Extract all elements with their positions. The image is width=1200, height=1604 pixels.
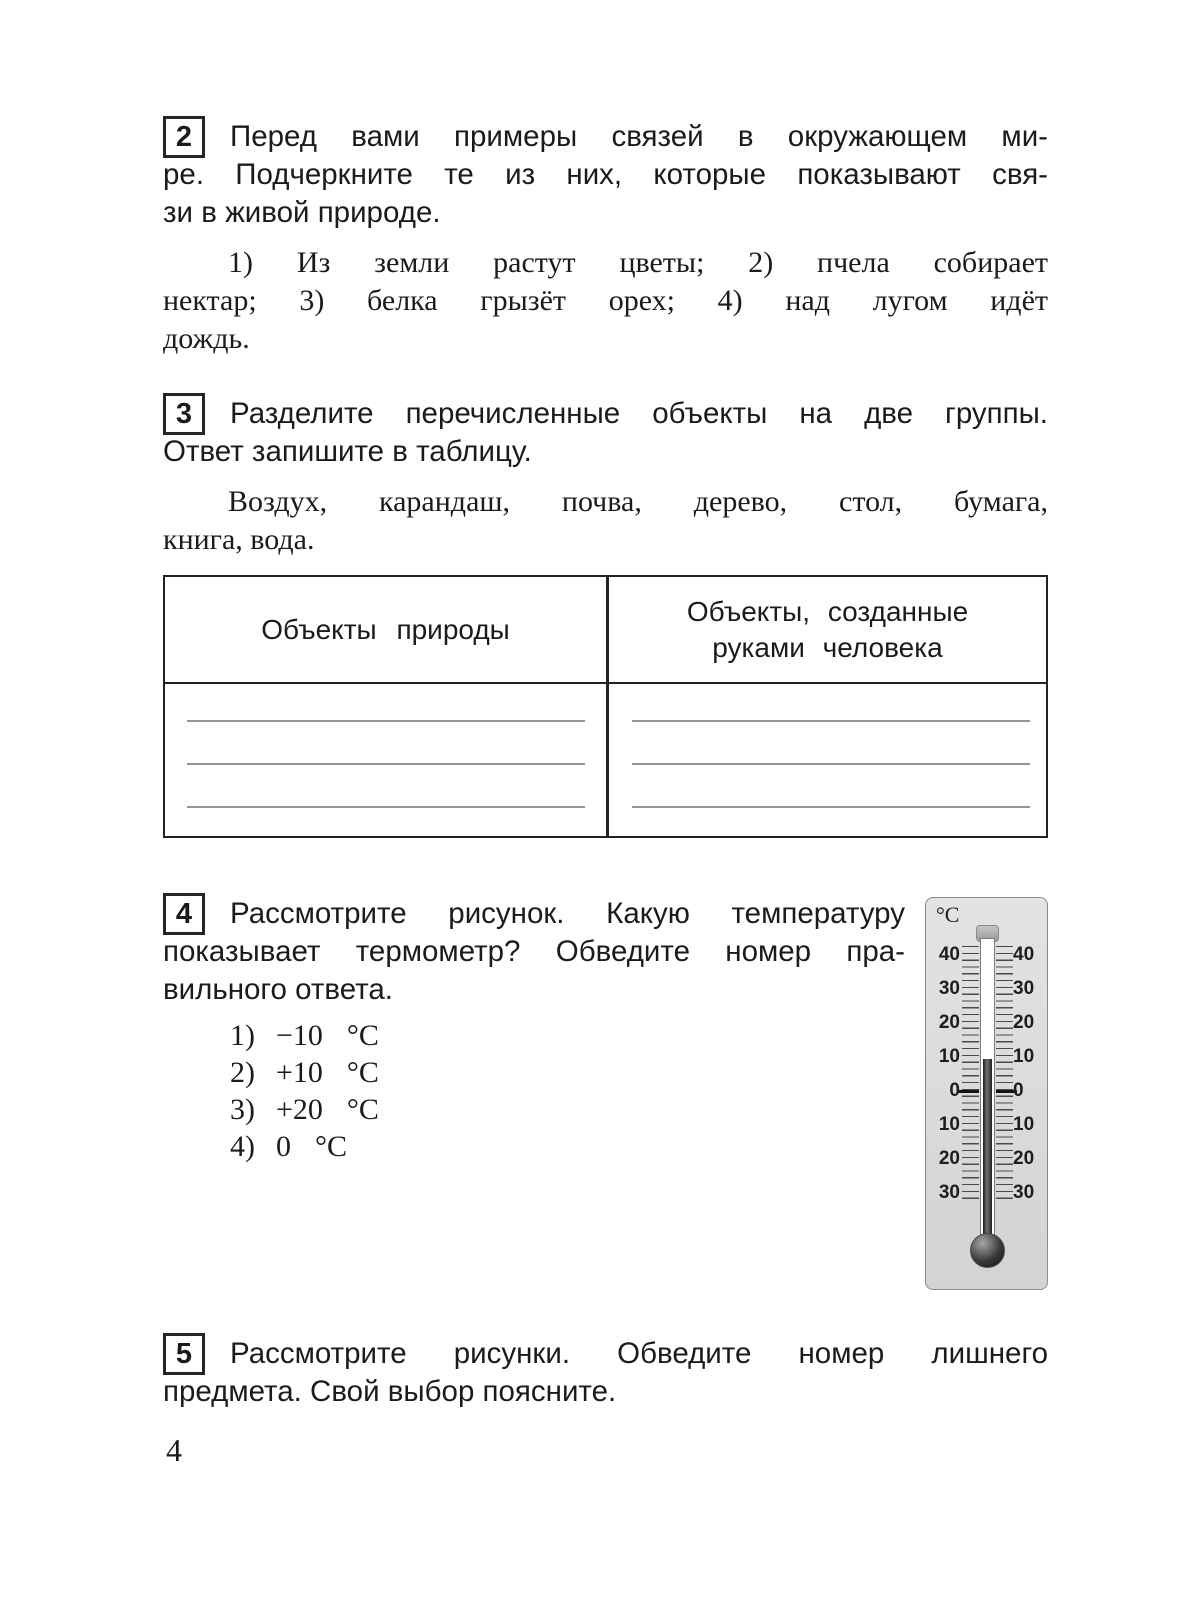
thermometer-figure — [925, 897, 1048, 1290]
task-4-options — [163, 1017, 905, 1165]
scale-label-left: 40 — [938, 944, 960, 965]
option-unit: °C — [346, 1056, 379, 1089]
table-header-left: Объекты природы — [261, 613, 510, 645]
scale-label-left: 0 — [949, 1080, 960, 1101]
answer-blank-line[interactable] — [632, 720, 1030, 722]
option-number: 4) — [230, 1130, 255, 1163]
scale-label-right: 10 — [1013, 1046, 1035, 1067]
task-2-example-line: дождь. — [163, 322, 250, 355]
option-unit: °C — [346, 1093, 379, 1126]
task-4-instruction-line: показывает термометр? Обведите номер пра- — [163, 935, 905, 968]
task-3-section — [163, 395, 1048, 559]
scale-label-left: 30 — [938, 1182, 960, 1203]
scale-label-left: 30 — [938, 978, 960, 999]
task-5-number-box — [163, 1333, 205, 1375]
scale-label-left: 10 — [938, 1046, 960, 1067]
thermometer-unit-label: °C — [936, 902, 960, 927]
task-3-instruction-line: Разделите перечисленные объекты на две группы. — [230, 397, 1048, 430]
task-4-section — [163, 895, 905, 1165]
task-3-items-line: Воздух, карандаш, почва, дерево, стол, бумага, — [228, 485, 1048, 518]
thermometer-bulb — [970, 1233, 1005, 1268]
task-2-instruction-line: ре. Подчеркните те из них, которые показывают свя- — [163, 158, 1048, 191]
answer-blank-line[interactable] — [632, 763, 1030, 765]
answer-blank-line[interactable] — [187, 720, 585, 722]
scale-row — [926, 1114, 1047, 1138]
answer-blank-line[interactable] — [632, 806, 1030, 808]
table-header-right — [609, 577, 1046, 682]
task-2-example-line: нектар; 3) белка грызёт орех; 4) над лугом идёт — [163, 284, 1048, 317]
table-header-right-line: руками человека — [712, 631, 943, 663]
scale-label-right: 20 — [1013, 1012, 1035, 1033]
answer-table — [163, 575, 1048, 838]
task-3-number-box — [163, 393, 205, 435]
task-2-number: 2 — [175, 120, 193, 153]
task-5-instruction — [163, 1335, 1048, 1411]
task-4-instruction-line: Рассмотрите рисунок. Какую температуру — [230, 897, 905, 930]
task-3-items — [163, 483, 1048, 559]
task-3-instruction-line: Ответ запишите в таблицу. — [163, 435, 532, 468]
scale-row — [926, 1148, 1047, 1172]
task-5-section — [163, 1335, 1048, 1411]
scale-label-left: 20 — [938, 1012, 960, 1033]
answer-blank-line[interactable] — [187, 763, 585, 765]
scale-label-right: 0 — [1013, 1080, 1024, 1101]
answer-option[interactable] — [230, 1054, 905, 1091]
task-4-number: 4 — [175, 897, 193, 930]
task-3-items-line: книга, вода. — [163, 523, 315, 556]
task-5-number: 5 — [175, 1337, 193, 1370]
answer-option[interactable] — [230, 1128, 905, 1165]
table-header-rule — [165, 682, 1046, 684]
table-header-right-line: Объекты, созданные — [686, 595, 969, 627]
option-number: 3) — [230, 1093, 255, 1126]
answer-option[interactable] — [230, 1091, 905, 1128]
scale-row — [926, 978, 1047, 1002]
scale-label-right: 30 — [1013, 978, 1035, 999]
scale-row — [926, 1046, 1047, 1070]
scale-label-right: 10 — [1013, 1114, 1035, 1135]
task-2-number-box — [163, 116, 205, 158]
task-3-number: 3 — [175, 397, 193, 430]
scale-label-right: 30 — [1013, 1182, 1035, 1203]
task-2-instruction-line: Перед вами примеры связей в окружающем ми- — [230, 120, 1048, 153]
task-5-instruction-line: предмета. Свой выбор поясните. — [163, 1375, 617, 1408]
option-unit: °C — [315, 1130, 348, 1163]
scale-label-right: 40 — [1013, 944, 1035, 965]
scale-label-left: 20 — [938, 1148, 960, 1169]
scale-row — [926, 944, 1047, 968]
scale-row-zero — [926, 1080, 1047, 1104]
option-value: +10 — [276, 1056, 323, 1089]
task-2-instruction — [163, 118, 1048, 232]
task-4-instruction-line: вильного ответа. — [163, 973, 393, 1006]
option-value: −10 — [276, 1019, 323, 1052]
task-3-instruction — [163, 395, 1048, 471]
task-2-examples — [163, 244, 1048, 358]
answer-blank-line[interactable] — [187, 806, 585, 808]
task-2-instruction-line: зи в живой природе. — [163, 196, 441, 229]
scale-label-left: 10 — [938, 1114, 960, 1135]
option-value: 0 — [276, 1130, 291, 1163]
answer-option[interactable] — [230, 1017, 905, 1054]
task-4-instruction — [163, 895, 905, 1009]
option-value: +20 — [276, 1093, 323, 1126]
option-number: 2) — [230, 1056, 255, 1089]
task-5-instruction-line: Рассмотрите рисунки. Обведите номер лишнего — [230, 1337, 1048, 1370]
scale-row — [926, 1182, 1047, 1206]
option-unit: °C — [346, 1019, 379, 1052]
task-2-example-line: 1) Из земли растут цветы; 2) пчела собирает — [228, 246, 1048, 279]
scale-row — [926, 1012, 1047, 1036]
scale-label-right: 20 — [1013, 1148, 1035, 1169]
page-number: 4 — [166, 1432, 182, 1468]
task-4-number-box — [163, 893, 205, 935]
option-number: 1) — [230, 1019, 255, 1052]
task-2-section — [163, 118, 1048, 358]
